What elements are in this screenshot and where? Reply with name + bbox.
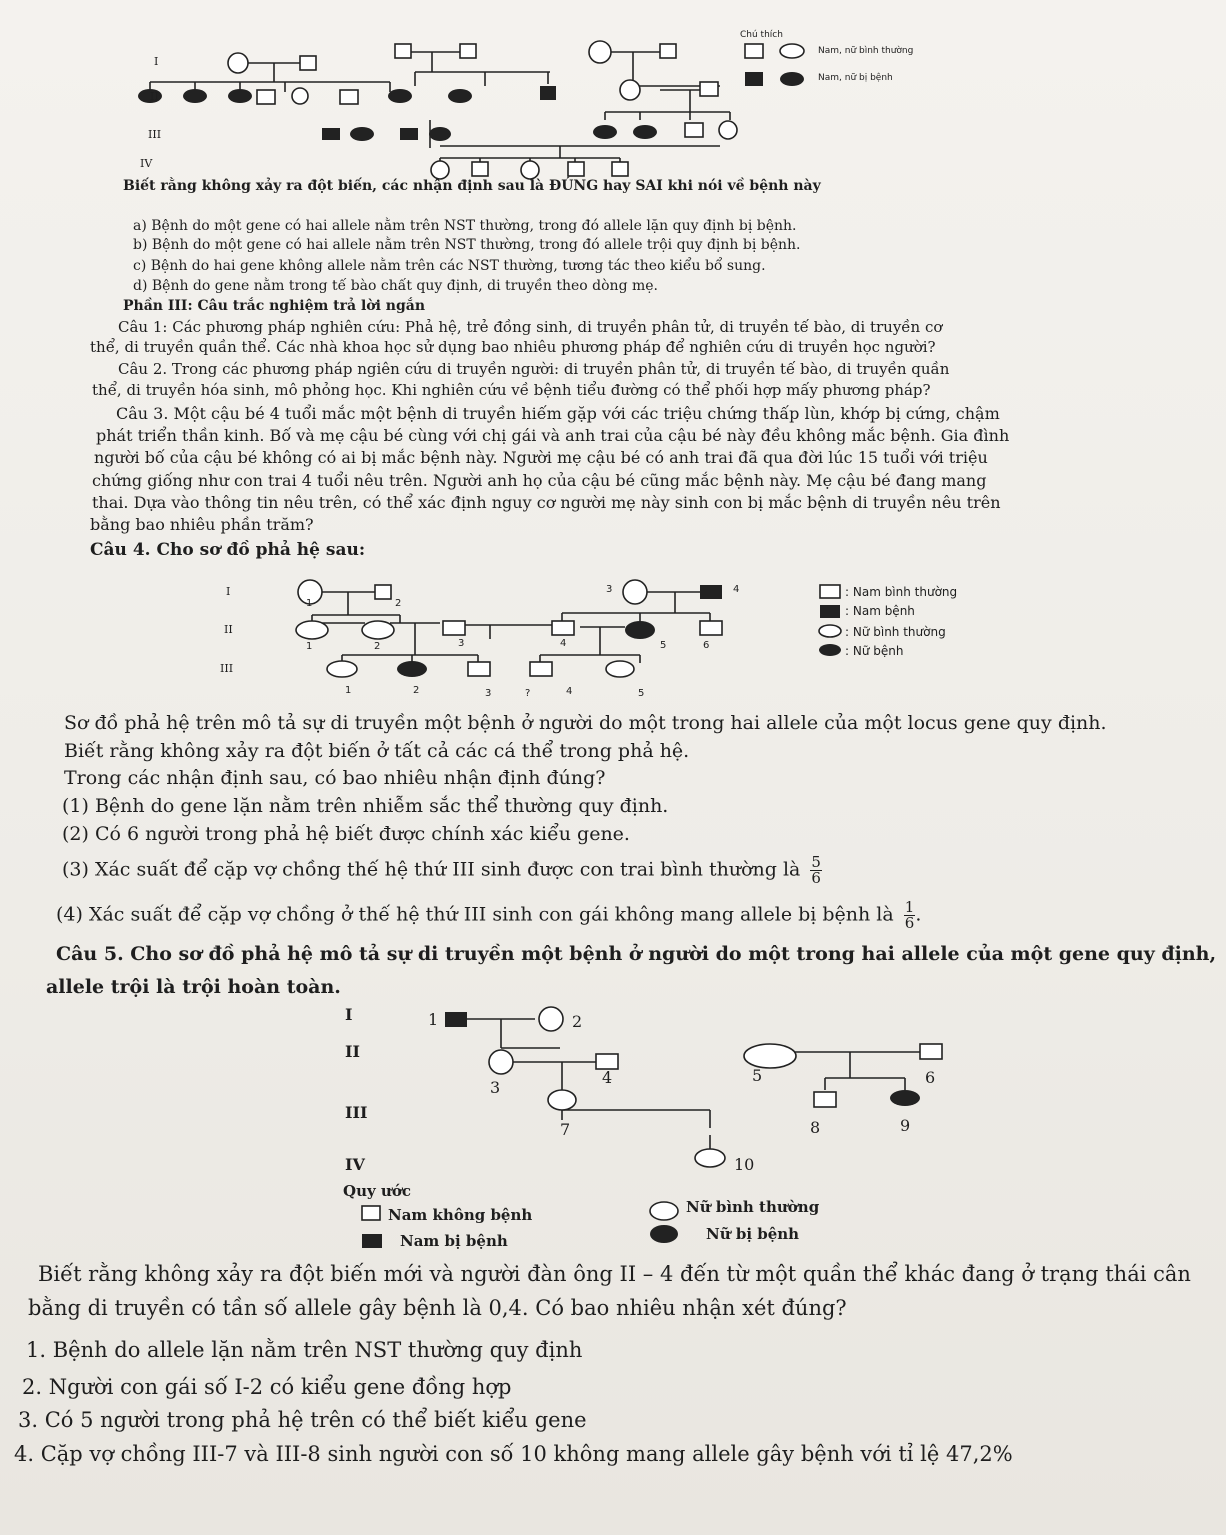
individual-number: 5	[638, 688, 645, 699]
individual-number: 9	[900, 1116, 911, 1135]
q3-line: chứng giống như con trai 4 tuổi nêu trên. Người anh họ của cậu bé cũng mắc bệnh này. Mẹ cậu bé đang mang	[92, 471, 987, 490]
q3-line: Câu 3. Một cậu bé 4 tuổi mắc một bệnh di truyền hiếm gặp với các triệu chứng thấp lùn, khớp bị cứng, chậm	[116, 404, 1000, 423]
legend-title: Quy ước	[343, 1182, 411, 1200]
q5-title-line: allele trội là trội hoàn toàn.	[46, 976, 341, 998]
individual-number: 3	[458, 638, 465, 649]
individual-number: ?	[525, 688, 531, 699]
question-intro: Biết rằng không xảy ra đột biến, các nhận định sau là ĐÚNG hay SAI khi nói về bệnh này	[123, 178, 821, 194]
q5-line: Biết rằng không xảy ra đột biến mới và người đàn ông II – 4 đến từ một quần thể khác đang ở trạng thái cân	[38, 1262, 1191, 1286]
individual-number: 6	[925, 1068, 936, 1087]
individual-number: 4	[560, 638, 567, 649]
q5-statement-1: 1. Bệnh do allele lặn nằm trên NST thường quy định	[26, 1338, 583, 1362]
q3-line: thai. Dựa vào thông tin nêu trên, có thể xác định nguy cơ người mẹ này sinh con bị mắc bệnh di truyền nêu trên	[92, 493, 1001, 512]
q4-line: Sơ đồ phả hệ trên mô tả sự di truyền một bệnh ở người do một trong hai allele của một locus gene quy định.	[64, 712, 1107, 734]
generation-label: III	[345, 1103, 368, 1122]
individual-number: 7	[560, 1120, 571, 1139]
q4-statement-3-text: (3) Xác suất để cặp vợ chồng thế hệ thứ III sinh được con trai bình thường là	[62, 858, 801, 881]
fraction-numerator: 1	[904, 898, 915, 916]
q3-line: người bố của cậu bé không có ai bị mắc bệnh này. Người mẹ cậu bé có anh trai đã qua đời lúc 15 tuổi với triệu	[94, 448, 988, 467]
q3-line: phát triển thần kinh. Bố và mẹ cậu bé cùng với chị gái và anh trai của cậu bé này đều không mắc bệnh. Gia đình	[96, 426, 1010, 445]
fraction-numerator: 5	[811, 853, 821, 871]
legend-male-affected: Nam bị bệnh	[400, 1232, 508, 1250]
individual-number: 2	[374, 641, 381, 652]
generation-label: I	[345, 1005, 353, 1024]
individual-number: 8	[810, 1118, 821, 1137]
statement-d: d) Bệnh do gene nằm trong tế bào chất quy định, di truyền theo dòng mẹ.	[133, 278, 658, 294]
fraction-denominator: 6	[904, 914, 915, 932]
individual-number: 1	[345, 685, 352, 696]
individual-number: 1	[306, 641, 313, 652]
legend-female-normal: Nữ bình thường	[686, 1198, 820, 1216]
generation-label: II	[150, 90, 159, 103]
q5-statement-4: 4. Cặp vợ chồng III-7 và III-8 sinh người con số 10 không mang allele gây bệnh với tỉ lệ 47,2%	[14, 1442, 1013, 1466]
q4-title: Câu 4. Cho sơ đồ phả hệ sau:	[90, 540, 366, 560]
q5-title-line: Câu 5. Cho sơ đồ phả hệ mô tả sự di truyền một bệnh ở người do một trong hai allele của một gene quy định,	[56, 943, 1217, 965]
statement-a: a) Bệnh do một gene có hai allele nằm trên NST thường, trong đó allele lặn quy định bị bệnh.	[133, 218, 797, 234]
individual-number: 3	[485, 688, 492, 699]
individual-number: 1	[306, 598, 313, 609]
part3-title: Phần III: Câu trắc nghiệm trả lời ngắn	[123, 298, 426, 314]
legend-normal: Nam, nữ bình thường	[818, 46, 914, 56]
q4-statement-2: (2) Có 6 người trong phả hệ biết được chính xác kiểu gene.	[62, 823, 630, 845]
legend-female-affected: : Nữ bệnh	[845, 644, 904, 658]
q5-statement-2: 2. Người con gái số I-2 có kiểu gene đồng hợp	[22, 1375, 512, 1399]
q1-line: Câu 1: Các phương pháp nghiên cứu: Phả hệ, trẻ đồng sinh, di truyền phân tử, di truyền tế bào, di truyền cơ	[118, 318, 943, 336]
q4-statement-4	[56, 900, 921, 931]
generation-label: II	[345, 1042, 360, 1061]
q3-line: bằng bao nhiêu phần trăm?	[90, 515, 314, 534]
individual-number: 6	[703, 640, 710, 651]
q4-statement-4-end: .	[915, 903, 922, 926]
legend-female-affected: Nữ bị bệnh	[706, 1225, 800, 1243]
legend-male-affected: : Nam bệnh	[845, 604, 915, 618]
individual-number: 4	[602, 1068, 613, 1087]
individual-number: 1	[428, 1010, 439, 1029]
statement-b: b) Bệnh do một gene có hai allele nằm trên NST thường, trong đó allele trội quy định bị bệnh.	[133, 237, 801, 253]
individual-number: 2	[395, 598, 402, 609]
q5-statement-3: 3. Có 5 người trong phả hệ trên có thể biết kiểu gene	[18, 1408, 587, 1432]
individual-number: 3	[490, 1078, 501, 1097]
legend-male-normal: : Nam bình thường	[845, 585, 958, 599]
fraction-denominator: 6	[811, 869, 821, 887]
statement-c: c) Bệnh do hai gene không allele nằm trên các NST thường, tương tác theo kiểu bổ sung.	[133, 258, 766, 274]
generation-label: II	[224, 623, 233, 636]
q5-line: bằng di truyền có tần số allele gây bệnh là 0,4. Có bao nhiêu nhận xét đúng?	[28, 1296, 847, 1320]
q4-statement-1: (1) Bệnh do gene lặn nằm trên nhiễm sắc thể thường quy định.	[62, 795, 669, 817]
generation-label: I	[226, 585, 231, 598]
fraction-1-6	[904, 900, 916, 931]
legend-male-normal: Nam không bệnh	[388, 1206, 533, 1224]
fraction-5-6	[810, 855, 822, 886]
legend-affected: Nam, nữ bị bệnh	[818, 73, 893, 83]
q2-line: Câu 2. Trong các phương pháp ngiên cứu di truyền người: di truyền phân tử, di truyền tế bào, di truyền quần	[118, 360, 950, 378]
generation-label: III	[148, 128, 162, 141]
individual-number: 2	[413, 685, 420, 696]
q4-statement-4-text: (4) Xác suất để cặp vợ chồng ở thế hệ thứ III sinh con gái không mang allele bị bệnh là	[56, 903, 894, 926]
generation-label: III	[220, 662, 234, 675]
individual-number: 4	[733, 584, 740, 595]
pedigree-chart-1	[100, 20, 980, 180]
generation-label: IV	[345, 1155, 365, 1174]
generation-label: I	[154, 55, 159, 68]
individual-number: 10	[734, 1155, 755, 1174]
q4-statement-3	[62, 855, 822, 886]
individual-number: 3	[606, 584, 613, 595]
legend-title: Chú thích	[740, 30, 783, 40]
q2-line: thể, di truyền hóa sinh, mô phỏng học. Khi nghiên cứu về bệnh tiểu đường có thể phối hợp mấy phương pháp?	[92, 381, 931, 399]
q1-line: thể, di truyền quần thể. Các nhà khoa học sử dụng bao nhiêu phương pháp để nghiên cứu di truyền học người?	[90, 338, 936, 356]
q4-line: Biết rằng không xảy ra đột biến ở tất cả các cá thể trong phả hệ.	[64, 740, 690, 762]
individual-number: 5	[660, 640, 667, 651]
generation-label: IV	[140, 157, 153, 170]
individual-number: 2	[572, 1012, 583, 1031]
individual-number: 4	[566, 686, 573, 697]
q4-line: Trong các nhận định sau, có bao nhiêu nhận định đúng?	[64, 767, 606, 789]
legend-female-normal: : Nữ bình thường	[845, 625, 946, 639]
individual-number: 5	[752, 1066, 763, 1085]
